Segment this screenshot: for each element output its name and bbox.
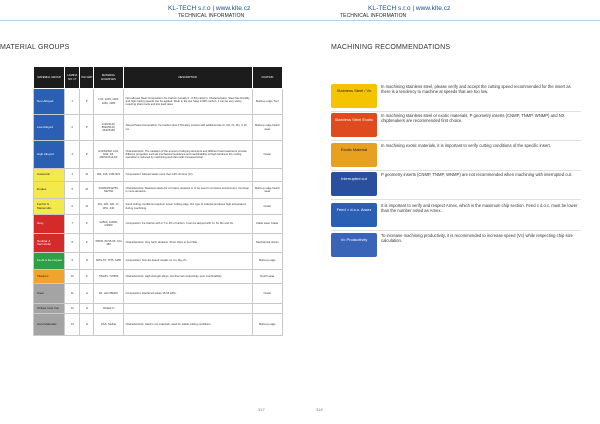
cell-coation [252,169,282,182]
cell-iso: P [80,115,94,141]
cell-coation: Flank wear Crater [252,215,282,234]
cell-description: Characteristics: The variation of the amount of alloying elements and different heat treatments provide different properties such as mechanical resistance and machinability. At high hardness the cutting operation is reduced by machining and often with increased wear. [123,141,252,169]
cell-iso: N [80,253,94,270]
table-row [34,141,283,169]
cell-group: Non-Alloyed [34,89,65,115]
recommendation-divider [331,140,581,141]
cell-lamina: 10 [65,270,80,284]
cell-group: Steel [34,284,65,304]
page-number: 317 [258,407,265,412]
cell-iso: H [80,304,94,314]
cell-examples: 410, 420, 430, 17-4PH, 440 [94,199,123,215]
recommendation-text: In machining stainless steel or exotic materials, P geometry inserts (CNMP, TNMP, WNMP) and NX chipbreakers are recommended first choice. [381,113,565,124]
recommendation-item [331,172,581,198]
cell-coation: Notch wear [252,270,282,284]
cell-coation: Built-up edge Tool [252,89,282,115]
table-row [34,234,283,253]
col-header-examples: MATERIAL EXAMPLES [94,67,123,89]
recommendation-icon [331,203,377,227]
cell-examples: 304, 316, 316L/321 [94,169,123,182]
table-row [34,314,283,336]
section-title: MATERIAL GROUPS [0,44,70,51]
recommendation-icon-label: Exotic Material [340,147,368,152]
cell-group: Fe-Al & Fe-Copper [34,253,65,270]
table-row [34,270,283,284]
cell-lamina: 8 [65,234,80,253]
cell-description: Characteristics: Stainless steels for corrosion resistant or to be used in corrosive environment, tool wear is more abrasive. [123,182,252,199]
cell-description: Alloyed Steel Composition: Fe-Carbon plus 0.5% alloy content with additions like Cr, Mo, Ni, Mn, V, W, Co. [123,115,252,141]
header-divider [0,20,300,21]
cell-coation: Crater [252,141,282,169]
cell-iso: M [80,182,94,199]
table-row [34,169,283,182]
recommendation-text: P geometry inserts (CNMP, TNMP, WNMP) are not recommended when machining with interrupted cut. [381,172,572,177]
table-row [34,215,283,234]
cell-iso: M [80,199,94,215]
recommendation-icon-label: Feed > d.o.c. Aruez [336,207,372,212]
cell-iso: H [80,314,94,336]
cell-iso: P [80,141,94,169]
cell-group: Hard Materials [34,314,65,336]
cell-examples: H13/D2/M2, H11, M42, D3, M2/S1/O1/H13 [94,141,123,169]
cell-examples: 4130/4140, 8620/5140, 4340/5160 [94,115,123,141]
recommendation-text: In machining exotic materials, it is important to verify cutting conditions of the specific insert. [381,143,551,148]
cell-examples: 1.00, 1045, 1020, 1060, 1080 [94,89,123,115]
recommendation-icon-label: Interrupted cut [341,176,367,181]
cell-group: Low Alloyed [34,115,65,141]
cell-iso: P [80,89,94,115]
cell-description: Characteristics: Very hard, abrasive. Short chips to be brittle. [123,234,252,253]
cell-group: High Alloyed [34,141,65,169]
cell-iso: K [80,234,94,253]
cell-coation: Built-up edge Notch wear [252,115,282,141]
col-header-description: DESCRIPTION [123,67,252,89]
cell-description [123,304,252,314]
cell-lamina: 4 [65,169,80,182]
cell-coation: Built-up edge Notch wear [252,182,282,199]
cell-examples: Ti6Al4V, Ti-5553 [94,270,123,284]
table-row [34,284,283,304]
cell-group: Ferritic & Martensitic [34,199,65,215]
recommendation-icon [331,172,377,196]
cell-coation: Crater [252,284,282,304]
page-number-right: 318 [316,407,323,412]
cell-iso: H [80,284,94,304]
material-groups-table [33,66,283,336]
cell-examples: Chilled CI [94,304,123,314]
recommendation-item [331,233,581,259]
recommendation-icon [331,143,377,167]
recommendation-icon [331,113,377,137]
table-row [34,199,283,215]
section-title-right: MACHINING RECOMMENDATIONS [331,44,451,51]
table-row [34,304,283,314]
cell-examples: G2500, G3000, G3500 [94,215,123,234]
cell-description: Composition: Non-Fe-based metals: Al, Cu, Mg, Zn. [123,253,252,270]
cell-group: Chilled Cast Iron [34,304,65,314]
recommendation-text: To increase machining productivity, it is recommended to increase speed (Vc) while respecting chip size calculation. [381,233,573,244]
col-header-coation: COATION [252,67,282,89]
cell-group: Grey [34,215,65,234]
cell-group: Austenitic [34,169,65,182]
cell-description: Non-alloyed Steel Composition: Fe-Carbon (usually 0 - 0.8% carbon). Characteristics: Steel has Ductility and high cutting speeds can be applied. Wear in the low Steel 0.05% carbon, it can be very sticky, requiring sharp tools and low feed rates. [123,89,252,115]
recommendation-icon [331,84,377,108]
cell-lamina: 11 [65,284,80,304]
cell-description: Composition: Alloyed steels more than 12% chrome (Cr). [123,169,252,182]
table-row [34,253,283,270]
recommendation-divider [331,170,581,171]
table-row [34,115,283,141]
cell-group: Titanium [34,270,65,284]
table-row [34,182,283,199]
cell-lamina: 5 [65,182,80,199]
cell-examples: 6061-T6, 7075, A380 [94,253,123,270]
recommendation-icon-label: Stainless Steel / Vc [336,88,372,93]
cell-iso: S [80,270,94,284]
recommendation-item [331,143,581,169]
cell-examples: S31803/S32750, S32760 [94,182,123,199]
cell-coation: Built-up edge [252,253,282,270]
cell-lamina: 9 [65,253,80,270]
header-subtitle: TECHNICAL INFORMATION [178,13,245,19]
cell-lamina: 13 [65,314,80,336]
recommendation-text: In machining stainless steel, please verify and accept the cutting speed recommended for the insert as there is a tendency to machine at speeds that are too low. [381,84,571,95]
cell-lamina: 1 [65,89,80,115]
cell-lamina: 2 [65,115,80,141]
col-header-lamina: LAMINA NO. N° [65,67,80,89]
header-subtitle-right: TECHNICAL INFORMATION [340,13,407,19]
cell-description: Composition: Hardened steels 45-65 HRC. [123,284,252,304]
recommendation-icon [331,233,377,257]
cell-examples: D2, H13 58HRC [94,284,123,304]
recommendation-text: It is important to verify and respect Arnex, which is the maximum chip section. Feed x d.o.c. must be lower than the number noted as Arnex. [381,203,578,214]
cell-description: Composition: Fe-Carbon with 2.7 to 4% of carbon. It can be alloyed with Cr, Ni, Mo and Cu. [123,215,252,234]
recommendation-item [331,203,581,229]
cell-lamina: 7 [65,215,80,234]
cell-group: Nodular & Vermicular [34,234,65,253]
cell-coation [252,304,282,314]
cell-lamina: 12 [65,304,80,314]
cell-description: Characteristics: High strength alloys, low thermal conductivity, poor machinability. [123,270,252,284]
cell-lamina: 6 [65,199,80,215]
cell-examples: HSS, Stellite [94,314,123,336]
col-header-group: MATERIAL GROUP [34,67,65,89]
header-brand: KL-TECH s.r.o | www.klte.cz [168,5,251,12]
recommendation-icon-label: Stainless Steel Exotic [334,117,374,122]
cell-coation: Built-up edge [252,314,282,336]
cell-group: Duplex [34,182,65,199]
cell-examples: 65045, 80-55-06, CGI 450 [94,234,123,253]
table-header-row [34,67,283,89]
cell-iso: M [80,169,94,182]
recommendation-item [331,113,581,139]
recommendation-divider [331,199,581,200]
cell-description: Characteristics: Hard to cut materials, need for stable cutting conditions. [123,314,252,336]
cell-coation: Crater [252,199,282,215]
cell-lamina: 3 [65,141,80,169]
header-divider-right [300,20,600,21]
cell-iso: K [80,215,94,234]
cell-coation: Mechanical stress [252,234,282,253]
cell-description: Good cutting conditions required. Lower cutting edge, this type of material produces high temperature during machining. [123,199,252,215]
recommendation-icon-label: Vc Productivity [340,237,368,242]
recommendation-divider [331,111,581,112]
table-row [34,89,283,115]
recommendation-divider [331,230,581,231]
header-brand-right: KL-TECH s.r.o | www.klte.cz [368,5,451,12]
recommendation-item [331,84,581,110]
col-header-iso: ISO GRP [80,67,94,89]
